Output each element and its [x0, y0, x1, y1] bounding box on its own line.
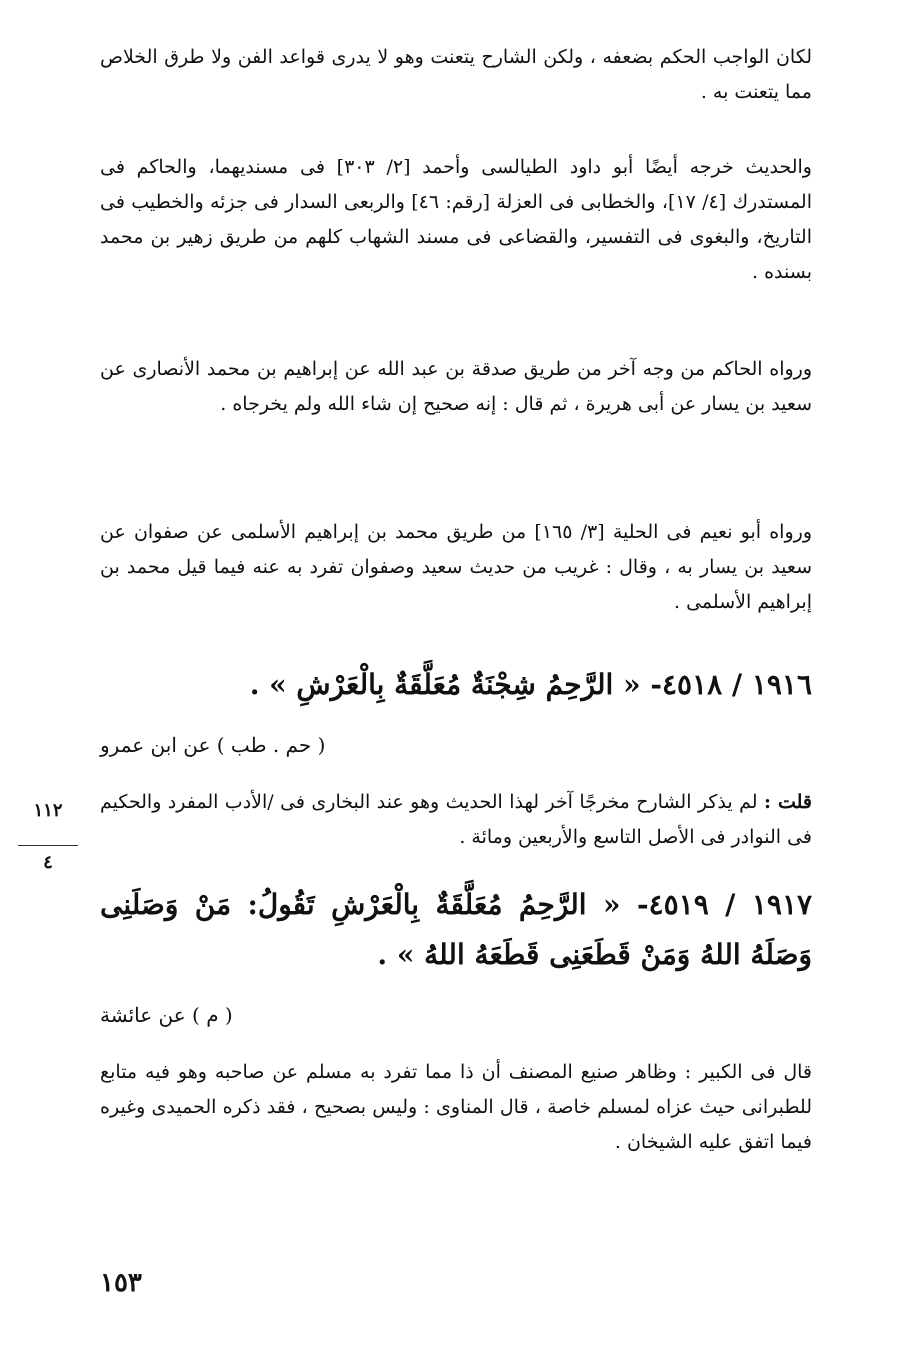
qult-text: لم يذكر الشارح مخرجًا آخر لهذا الحديث وهو عند البخارى فى /الأدب المفرد والحكيم فى النوادر فى الأصل التاسع والأربعين ومائة . [100, 791, 812, 848]
hadith-text: « الرَّحِمُ مُعَلَّقَةٌ بِالْعَرْشِ تَقُولُ: مَنْ وَصَلَنِى وَصَلَهُ اللهُ وَمَنْ قَطَعَنِى قَطَعَهُ اللهُ » . [100, 888, 812, 971]
hadith-1916 [100, 660, 812, 710]
paragraph-abu-nuaym: ورواه أبو نعيم فى الحلية [٣/ ١٦٥] من طريق محمد بن إبراهيم الأسلمى عن صفوان عن سعيد بن يسار به ، وقال : غريب من حديث سعيد وصفوان تفرد به عنه فيما قيل محمد بن إبراهيم الأسلمى . [100, 521, 812, 613]
hadith-number: ١٩١٦ / ٤٥١٨- [650, 668, 812, 701]
hadith-number: ١٩١٧ / ٤٥١٩- [636, 888, 813, 921]
paragraph-kabir: قال فى الكبير : وظاهر صنيع المصنف أن ذا مما تفرد به مسلم عن صاحبه وهو فيه متابع للطبرانى حيث عزاه لمسلم خاصة ، قال المناوى : وليس بصحيح ، فقد ذكره الحميدى وغيره فيما اتفق عليه الشيخان . [100, 1061, 812, 1153]
page-number: ١٥٣ [100, 1268, 142, 1298]
paragraph-qult [100, 785, 812, 855]
margin-ref-bottom: ٤ [43, 852, 53, 873]
paragraph-takhrij: والحديث خرجه أيضًا أبو داود الطيالسى وأحمد [٢/ ٣٠٣] فى مسنديهما، والحاكم فى المستدرك [٤/ ١٧]، والخطابى فى العزلة [رقم: ٤٦] والربعى السدار فى جزئه والخطيب فى التاريخ، والبغوى فى التفسير، والقضاعى فى مسند الشهاب كلهم من طريق زهير بن محمد بسنده . [100, 156, 812, 283]
hadith-source: ( م ) عن عائشة [100, 1003, 233, 1027]
hadith-source: ( حم . طب ) عن ابن عمرو [100, 733, 326, 757]
hadith-1917 [100, 880, 812, 980]
margin-divider [18, 845, 78, 846]
hadith-text: « الرَّحِمُ شِجْنَةٌ مُعَلَّقَةٌ بِالْعَرْشِ » . [249, 668, 641, 701]
margin-ref-top: ١١٢ [33, 800, 63, 821]
paragraph-intro: لكان الواجب الحكم بضعفه ، ولكن الشارح يتعنت وهو لا يدرى قواعد الفن ولا طرق الخلاص مما يتعنت به . [100, 46, 812, 103]
qult-label: قلت : [763, 791, 812, 813]
paragraph-hakim: ورواه الحاكم من وجه آخر من طريق صدقة بن عبد الله عن إبراهيم بن محمد الأنصارى عن سعيد بن يسار عن أبى هريرة ، ثم قال : إنه صحيح إن شاء الله ولم يخرجاه . [100, 358, 812, 415]
